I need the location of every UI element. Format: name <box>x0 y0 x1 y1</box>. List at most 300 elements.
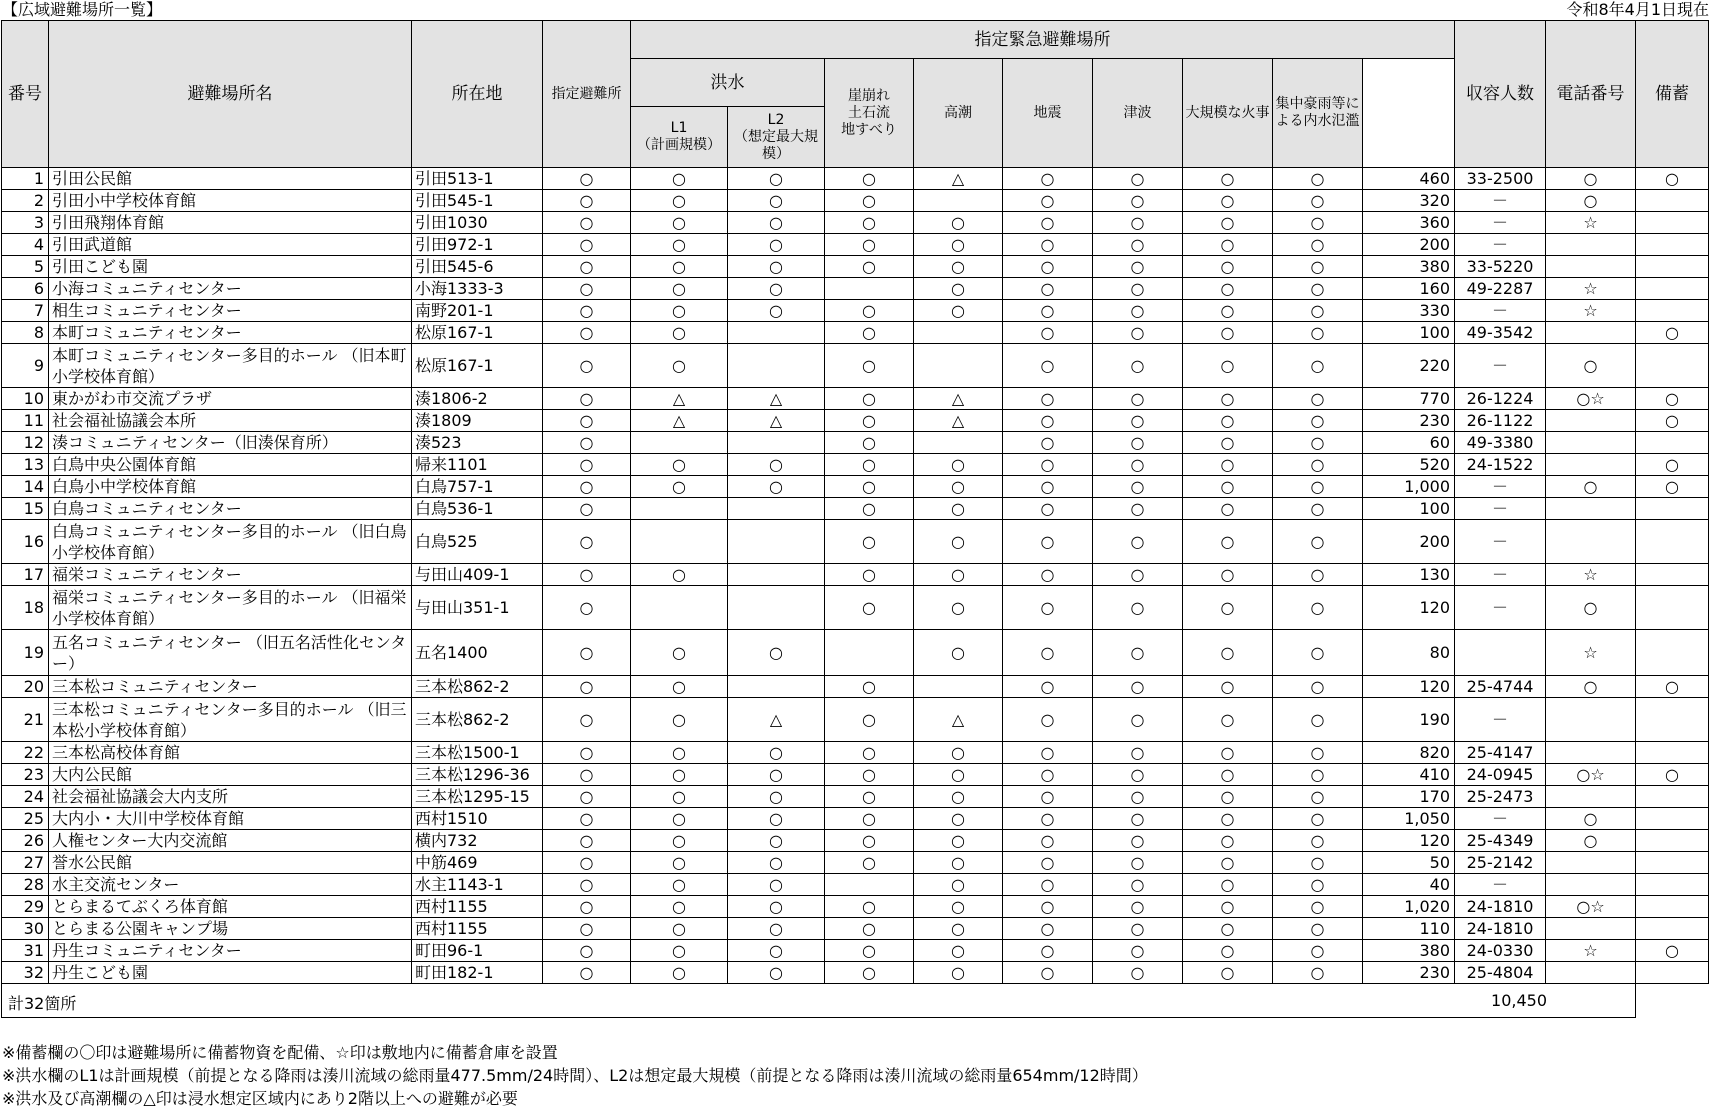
designated-mark: ○ <box>543 410 631 432</box>
inland-flood-mark: ○ <box>1273 344 1363 388</box>
tsunami-mark: ○ <box>1093 808 1183 830</box>
row-number: 19 <box>2 630 49 676</box>
table-row <box>2 676 1709 698</box>
storm-surge-mark: ○ <box>914 454 1003 476</box>
tsunami-mark: ○ <box>1093 698 1183 742</box>
inland-flood-mark: ○ <box>1273 676 1363 698</box>
tsunami-mark: ○ <box>1093 212 1183 234</box>
flood-l1-mark: ○ <box>631 344 728 388</box>
flood-l1-mark: ○ <box>631 300 728 322</box>
total-row <box>2 984 1636 1018</box>
flood-l2-mark: ○ <box>728 212 825 234</box>
phone-number: 26-1224 <box>1455 388 1546 410</box>
phone-number: 25-2142 <box>1455 852 1546 874</box>
phone-number: 33-2500 <box>1455 168 1546 190</box>
tsunami-mark: ○ <box>1093 940 1183 962</box>
stock-mark <box>1546 234 1636 256</box>
designated-mark: ○ <box>543 830 631 852</box>
ostomate-mark: ○ <box>1636 322 1709 344</box>
fire-mark: ○ <box>1183 676 1273 698</box>
tsunami-mark: ○ <box>1093 256 1183 278</box>
shelter-name: 福栄コミュニティセンター <box>49 564 412 586</box>
inland-flood-mark: ○ <box>1273 520 1363 564</box>
address: 三本松1500-1 <box>412 742 543 764</box>
designated-mark: ○ <box>543 300 631 322</box>
storm-surge-mark: △ <box>914 410 1003 432</box>
fire-mark: ○ <box>1183 322 1273 344</box>
address: 引田1030 <box>412 212 543 234</box>
flood-l1-mark: ○ <box>631 940 728 962</box>
shelter-name: 白鳥小中学校体育館 <box>49 476 412 498</box>
landslide-mark: ○ <box>825 786 914 808</box>
address: 町田96-1 <box>412 940 543 962</box>
note-line: ※備蓄欄の〇印は避難場所に備蓄物資を配備、☆印は敷地内に備蓄倉庫を設置 <box>2 1043 558 1062</box>
inland-flood-mark: ○ <box>1273 498 1363 520</box>
capacity: 120 <box>1363 830 1455 852</box>
flood-l2-mark: ○ <box>728 300 825 322</box>
flood-l1-mark: ○ <box>631 190 728 212</box>
landslide-mark: ○ <box>825 896 914 918</box>
inland-flood-mark: ○ <box>1273 278 1363 300</box>
fire-mark: ○ <box>1183 874 1273 896</box>
storm-surge-mark: ○ <box>914 874 1003 896</box>
landslide-mark <box>825 630 914 676</box>
shelter-name: 引田武道館 <box>49 234 412 256</box>
table-row <box>2 234 1709 256</box>
shelter-name: 小海コミュニティセンター <box>49 278 412 300</box>
fire-mark: ○ <box>1183 918 1273 940</box>
row-number: 9 <box>2 344 49 388</box>
header-tsunami: 津波 <box>1093 59 1183 168</box>
flood-l1-mark: ○ <box>631 630 728 676</box>
designated-mark: ○ <box>543 454 631 476</box>
phone-number: － <box>1455 564 1546 586</box>
table-row <box>2 830 1709 852</box>
table-row <box>2 698 1709 742</box>
phone-number: 26-1122 <box>1455 410 1546 432</box>
table-row <box>2 190 1709 212</box>
landslide-mark: ○ <box>825 742 914 764</box>
phone-number: － <box>1455 190 1546 212</box>
ostomate-mark <box>1636 786 1709 808</box>
storm-surge-mark: ○ <box>914 234 1003 256</box>
address: 三本松1296-36 <box>412 764 543 786</box>
flood-l1-mark: ○ <box>631 322 728 344</box>
designated-mark: ○ <box>543 476 631 498</box>
address: 五名1400 <box>412 630 543 676</box>
address: 白鳥536-1 <box>412 498 543 520</box>
table-row <box>2 962 1709 984</box>
storm-surge-mark: ○ <box>914 918 1003 940</box>
inland-flood-mark: ○ <box>1273 786 1363 808</box>
note-line: ※洪水及び高潮欄の△印は浸水想定区域内にあり2階以上への避難が必要 <box>2 1089 518 1108</box>
tsunami-mark: ○ <box>1093 962 1183 984</box>
stock-mark <box>1546 498 1636 520</box>
earthquake-mark: ○ <box>1003 808 1093 830</box>
address: 湊1806-2 <box>412 388 543 410</box>
fire-mark: ○ <box>1183 498 1273 520</box>
capacity: 190 <box>1363 698 1455 742</box>
landslide-mark: ○ <box>825 676 914 698</box>
storm-surge-mark: △ <box>914 388 1003 410</box>
flood-l2-mark: ○ <box>728 476 825 498</box>
ostomate-mark: ○ <box>1636 676 1709 698</box>
flood-l2-mark: ○ <box>728 786 825 808</box>
tsunami-mark: ○ <box>1093 476 1183 498</box>
stock-mark: ○☆ <box>1546 896 1636 918</box>
header-emergency: 指定緊急避難場所 <box>631 21 1455 59</box>
phone-number: 49-3380 <box>1455 432 1546 454</box>
storm-surge-mark: ○ <box>914 520 1003 564</box>
storm-surge-mark: ○ <box>914 764 1003 786</box>
flood-l1-mark: ○ <box>631 874 728 896</box>
designated-mark: ○ <box>543 278 631 300</box>
tsunami-mark: ○ <box>1093 830 1183 852</box>
phone-number: 49-2287 <box>1455 278 1546 300</box>
total-label: 計32箇所 <box>8 994 77 1013</box>
shelter-name: 誉水公民館 <box>49 852 412 874</box>
fire-mark: ○ <box>1183 808 1273 830</box>
tsunami-mark: ○ <box>1093 322 1183 344</box>
table-row <box>2 300 1709 322</box>
row-number: 29 <box>2 896 49 918</box>
shelter-name: とらまるてぶくろ体育館 <box>49 896 412 918</box>
inland-flood-mark: ○ <box>1273 698 1363 742</box>
storm-surge-mark: ○ <box>914 630 1003 676</box>
table-row <box>2 410 1709 432</box>
earthquake-mark: ○ <box>1003 454 1093 476</box>
flood-l1-mark <box>631 520 728 564</box>
table-row <box>2 586 1709 630</box>
landslide-mark: ○ <box>825 498 914 520</box>
row-number: 18 <box>2 586 49 630</box>
inland-flood-mark: ○ <box>1273 454 1363 476</box>
address: 水主1143-1 <box>412 874 543 896</box>
flood-l1-mark: ○ <box>631 476 728 498</box>
fire-mark: ○ <box>1183 432 1273 454</box>
landslide-mark: ○ <box>825 190 914 212</box>
inland-flood-mark: ○ <box>1273 742 1363 764</box>
phone-number: 25-4744 <box>1455 676 1546 698</box>
storm-surge-mark <box>914 190 1003 212</box>
ostomate-mark <box>1636 520 1709 564</box>
storm-surge-mark: ○ <box>914 852 1003 874</box>
table-row <box>2 454 1709 476</box>
tsunami-mark: ○ <box>1093 918 1183 940</box>
flood-l1-mark: ○ <box>631 918 728 940</box>
ostomate-mark: ○ <box>1636 168 1709 190</box>
stock-mark <box>1546 742 1636 764</box>
ostomate-mark <box>1636 190 1709 212</box>
header-designated: 指定避難所 <box>543 21 631 168</box>
phone-number: － <box>1455 498 1546 520</box>
address: 湊1809 <box>412 410 543 432</box>
flood-l1-mark: ○ <box>631 454 728 476</box>
landslide-mark: ○ <box>825 808 914 830</box>
designated-mark: ○ <box>543 874 631 896</box>
fire-mark: ○ <box>1183 742 1273 764</box>
capacity: 100 <box>1363 322 1455 344</box>
flood-l2-mark: ○ <box>728 962 825 984</box>
capacity: 230 <box>1363 962 1455 984</box>
flood-l2-mark <box>728 564 825 586</box>
earthquake-mark: ○ <box>1003 344 1093 388</box>
stock-mark: ○ <box>1546 476 1636 498</box>
ostomate-mark <box>1636 874 1709 896</box>
designated-mark: ○ <box>543 918 631 940</box>
row-number: 14 <box>2 476 49 498</box>
header-name: 避難場所名 <box>49 21 412 168</box>
table-row <box>2 388 1709 410</box>
designated-mark: ○ <box>543 630 631 676</box>
header-l2: L2 （想定最大規模） <box>728 107 825 168</box>
header-storm-surge: 高潮 <box>914 59 1003 168</box>
ostomate-mark: ○ <box>1636 388 1709 410</box>
tsunami-mark: ○ <box>1093 278 1183 300</box>
flood-l2-mark: ○ <box>728 918 825 940</box>
fire-mark: ○ <box>1183 896 1273 918</box>
table-row <box>2 940 1709 962</box>
row-number: 26 <box>2 830 49 852</box>
flood-l1-mark: ○ <box>631 808 728 830</box>
phone-number: 24-1810 <box>1455 896 1546 918</box>
fire-mark: ○ <box>1183 564 1273 586</box>
row-number: 17 <box>2 564 49 586</box>
flood-l1-mark: ○ <box>631 256 728 278</box>
flood-l2-mark: ○ <box>728 896 825 918</box>
earthquake-mark: ○ <box>1003 300 1093 322</box>
header-landslide: 崖崩れ 土石流 地すべり <box>825 59 914 168</box>
address: 引田972-1 <box>412 234 543 256</box>
row-number: 6 <box>2 278 49 300</box>
tsunami-mark: ○ <box>1093 896 1183 918</box>
landslide-mark: ○ <box>825 962 914 984</box>
shelter-name: 白鳥中央公園体育館 <box>49 454 412 476</box>
table-row <box>2 918 1709 940</box>
landslide-mark: ○ <box>825 344 914 388</box>
inland-flood-mark: ○ <box>1273 234 1363 256</box>
stock-mark: ☆ <box>1546 940 1636 962</box>
row-number: 1 <box>2 168 49 190</box>
tsunami-mark: ○ <box>1093 432 1183 454</box>
row-number: 22 <box>2 742 49 764</box>
address: 南野201-1 <box>412 300 543 322</box>
landslide-mark: ○ <box>825 234 914 256</box>
inland-flood-mark: ○ <box>1273 630 1363 676</box>
earthquake-mark: ○ <box>1003 432 1093 454</box>
fire-mark: ○ <box>1183 190 1273 212</box>
landslide-mark: ○ <box>825 454 914 476</box>
designated-mark: ○ <box>543 564 631 586</box>
designated-mark: ○ <box>543 808 631 830</box>
tsunami-mark: ○ <box>1093 454 1183 476</box>
inland-flood-mark: ○ <box>1273 874 1363 896</box>
ostomate-mark <box>1636 564 1709 586</box>
tsunami-mark: ○ <box>1093 344 1183 388</box>
phone-number: 24-1522 <box>1455 454 1546 476</box>
inland-flood-mark: ○ <box>1273 322 1363 344</box>
header-stock: 備蓄 <box>1636 21 1709 168</box>
fire-mark: ○ <box>1183 388 1273 410</box>
stock-mark: ☆ <box>1546 278 1636 300</box>
fire-mark: ○ <box>1183 586 1273 630</box>
storm-surge-mark: ○ <box>914 786 1003 808</box>
tsunami-mark: ○ <box>1093 564 1183 586</box>
storm-surge-mark: △ <box>914 698 1003 742</box>
flood-l1-mark: △ <box>631 388 728 410</box>
flood-l1-mark: ○ <box>631 676 728 698</box>
inland-flood-mark: ○ <box>1273 190 1363 212</box>
capacity: 200 <box>1363 520 1455 564</box>
ostomate-mark: ○ <box>1636 410 1709 432</box>
shelter-name: 三本松コミュニティセンター <box>49 676 412 698</box>
inland-flood-mark: ○ <box>1273 830 1363 852</box>
designated-mark: ○ <box>543 388 631 410</box>
landslide-mark: ○ <box>825 212 914 234</box>
fire-mark: ○ <box>1183 234 1273 256</box>
capacity: 380 <box>1363 256 1455 278</box>
address: 中筋469 <box>412 852 543 874</box>
flood-l2-mark <box>728 432 825 454</box>
flood-l1-mark: ○ <box>631 742 728 764</box>
table-row <box>2 742 1709 764</box>
phone-number: － <box>1455 698 1546 742</box>
tsunami-mark: ○ <box>1093 630 1183 676</box>
earthquake-mark: ○ <box>1003 256 1093 278</box>
designated-mark: ○ <box>543 962 631 984</box>
table-row <box>2 212 1709 234</box>
designated-mark: ○ <box>543 698 631 742</box>
earthquake-mark: ○ <box>1003 830 1093 852</box>
fire-mark: ○ <box>1183 168 1273 190</box>
shelter-name: 三本松高校体育館 <box>49 742 412 764</box>
shelter-name: 人権センター大内交流館 <box>49 830 412 852</box>
fire-mark: ○ <box>1183 212 1273 234</box>
fire-mark: ○ <box>1183 300 1273 322</box>
stock-mark <box>1546 256 1636 278</box>
phone-number: － <box>1455 808 1546 830</box>
address: 三本松862-2 <box>412 698 543 742</box>
address: 与田山351-1 <box>412 586 543 630</box>
stock-mark: ○☆ <box>1546 764 1636 786</box>
flood-l2-mark: ○ <box>728 190 825 212</box>
ostomate-mark <box>1636 742 1709 764</box>
inland-flood-mark: ○ <box>1273 564 1363 586</box>
phone-number: － <box>1455 476 1546 498</box>
earthquake-mark: ○ <box>1003 742 1093 764</box>
designated-mark: ○ <box>543 852 631 874</box>
inland-flood-mark: ○ <box>1273 852 1363 874</box>
stock-mark: ○☆ <box>1546 388 1636 410</box>
designated-mark: ○ <box>543 256 631 278</box>
phone-number: 25-2473 <box>1455 786 1546 808</box>
storm-surge-mark: ○ <box>914 940 1003 962</box>
capacity: 220 <box>1363 344 1455 388</box>
row-number: 20 <box>2 676 49 698</box>
designated-mark: ○ <box>543 896 631 918</box>
earthquake-mark: ○ <box>1003 764 1093 786</box>
flood-l2-mark <box>728 344 825 388</box>
table-row <box>2 256 1709 278</box>
total-capacity: 10,450 <box>1491 991 1548 1010</box>
row-number: 5 <box>2 256 49 278</box>
flood-l2-mark: △ <box>728 698 825 742</box>
phone-number: 25-4349 <box>1455 830 1546 852</box>
ostomate-mark: ○ <box>1636 764 1709 786</box>
ostomate-mark <box>1636 852 1709 874</box>
flood-l2-mark: ○ <box>728 742 825 764</box>
tsunami-mark: ○ <box>1093 190 1183 212</box>
row-number: 11 <box>2 410 49 432</box>
header-no: 番号 <box>2 21 49 168</box>
address: 帰来1101 <box>412 454 543 476</box>
designated-mark: ○ <box>543 322 631 344</box>
stock-mark: ○ <box>1546 344 1636 388</box>
fire-mark: ○ <box>1183 764 1273 786</box>
designated-mark: ○ <box>543 212 631 234</box>
earthquake-mark: ○ <box>1003 190 1093 212</box>
table-row <box>2 476 1709 498</box>
address: 松原167-1 <box>412 344 543 388</box>
capacity: 520 <box>1363 454 1455 476</box>
header-l1: L1 （計画規模） <box>631 107 728 168</box>
capacity: 1,050 <box>1363 808 1455 830</box>
table-row <box>2 278 1709 300</box>
capacity: 230 <box>1363 410 1455 432</box>
capacity: 100 <box>1363 498 1455 520</box>
stock-mark <box>1546 454 1636 476</box>
landslide-mark: ○ <box>825 698 914 742</box>
capacity: 320 <box>1363 190 1455 212</box>
address: 白鳥757-1 <box>412 476 543 498</box>
address: 三本松1295-15 <box>412 786 543 808</box>
storm-surge-mark: ○ <box>914 962 1003 984</box>
stock-mark <box>1546 962 1636 984</box>
table-row <box>2 764 1709 786</box>
flood-l1-mark <box>631 498 728 520</box>
landslide-mark: ○ <box>825 918 914 940</box>
earthquake-mark: ○ <box>1003 322 1093 344</box>
storm-surge-mark: △ <box>914 168 1003 190</box>
landslide-mark: ○ <box>825 256 914 278</box>
capacity: 410 <box>1363 764 1455 786</box>
flood-l2-mark: ○ <box>728 852 825 874</box>
header-capacity: 収容人数 <box>1455 21 1546 168</box>
fire-mark: ○ <box>1183 698 1273 742</box>
earthquake-mark: ○ <box>1003 520 1093 564</box>
inland-flood-mark: ○ <box>1273 918 1363 940</box>
flood-l2-mark: △ <box>728 388 825 410</box>
earthquake-mark: ○ <box>1003 918 1093 940</box>
stock-mark: ☆ <box>1546 564 1636 586</box>
flood-l2-mark: ○ <box>728 454 825 476</box>
ostomate-mark <box>1636 432 1709 454</box>
fire-mark: ○ <box>1183 830 1273 852</box>
flood-l1-mark <box>631 586 728 630</box>
landslide-mark: ○ <box>825 586 914 630</box>
tsunami-mark: ○ <box>1093 852 1183 874</box>
as-of-date: 令和8年4月1日現在 <box>1566 0 1709 19</box>
flood-l2-mark: ○ <box>728 830 825 852</box>
row-number: 12 <box>2 432 49 454</box>
landslide-mark: ○ <box>825 388 914 410</box>
tsunami-mark: ○ <box>1093 676 1183 698</box>
inland-flood-mark: ○ <box>1273 410 1363 432</box>
landslide-mark: ○ <box>825 520 914 564</box>
shelter-name: 相生コミュニティセンター <box>49 300 412 322</box>
shelter-name: 引田小中学校体育館 <box>49 190 412 212</box>
stock-mark: ○ <box>1546 168 1636 190</box>
